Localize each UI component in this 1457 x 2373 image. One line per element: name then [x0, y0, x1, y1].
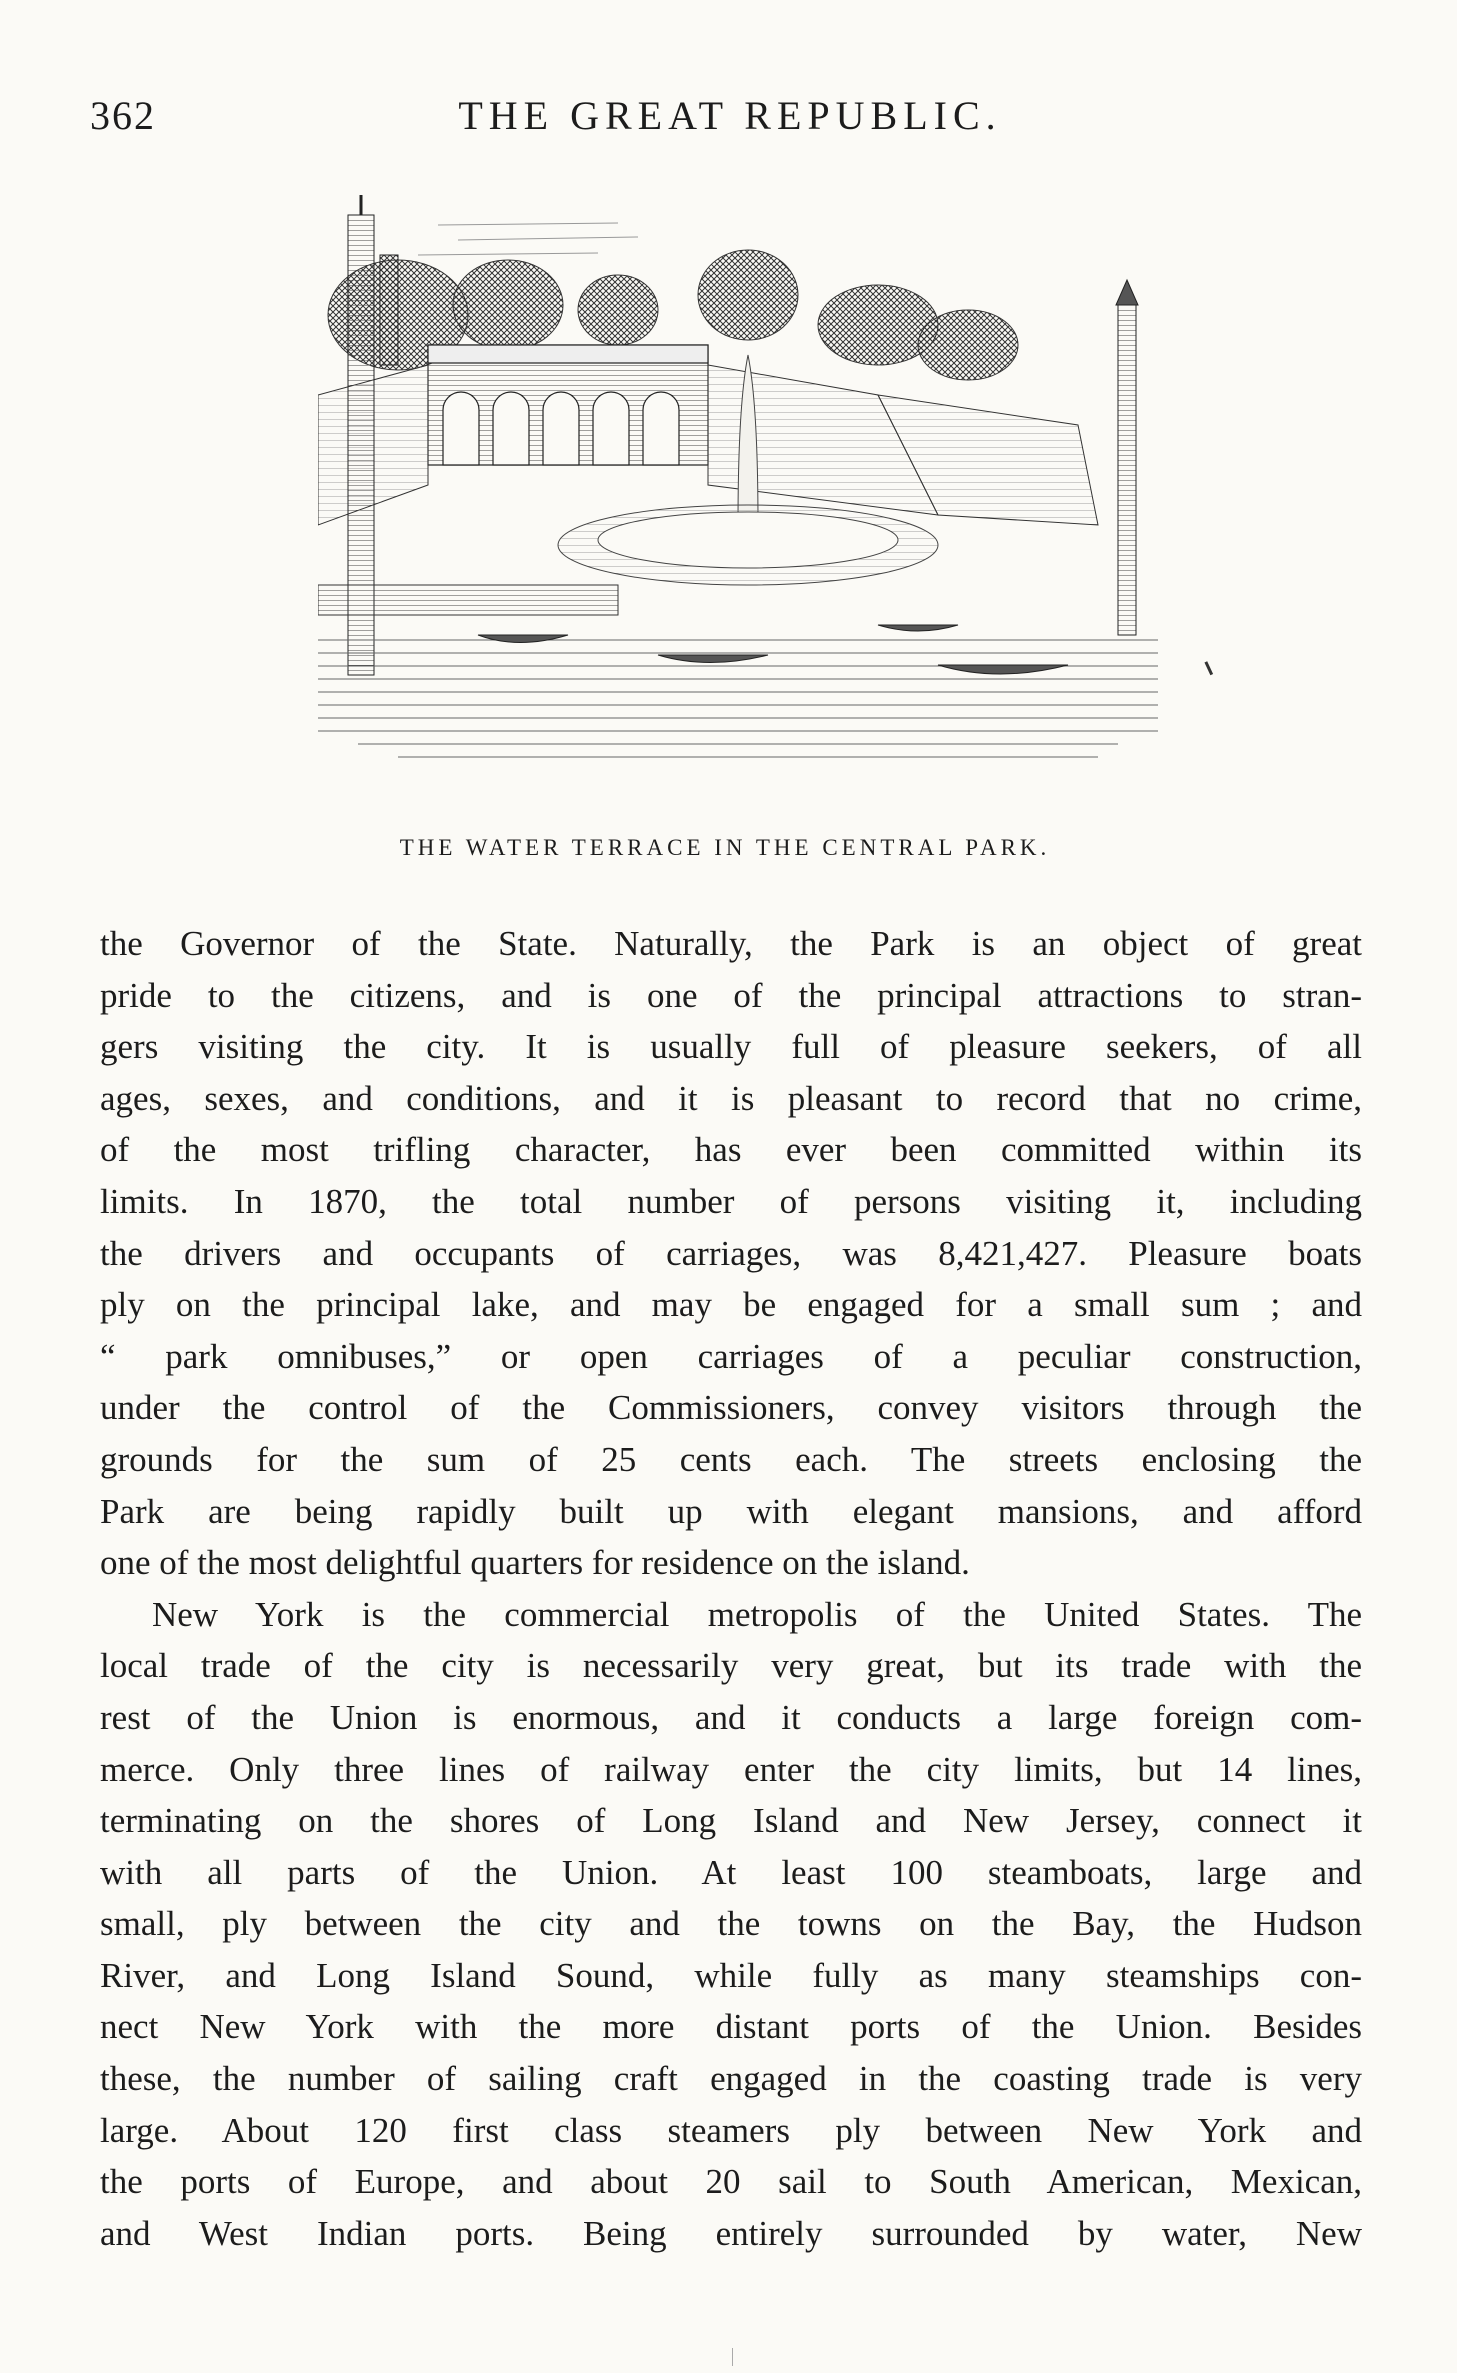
text-line: the drivers and occupants of carriages, was 8,421,427. Pleasure boats	[100, 1233, 1362, 1273]
figure-caption: THE WATER TERRACE IN THE CENTRAL PARK.	[399, 835, 1051, 860]
text-line: gers visiting the city. It is usually full of pleasure seekers, of all	[100, 1027, 1362, 1067]
stray-print-mark	[1204, 659, 1218, 675]
text-line: small, ply between the city and the towns on the Bay, the Hudson	[100, 1904, 1362, 1944]
paragraph-1	[100, 918, 1362, 1589]
paragraph-2	[100, 1589, 1362, 2260]
page-header	[90, 92, 1370, 152]
text-line: the Governor of the State. Naturally, the Park is an object of great	[100, 924, 1362, 963]
text-line: New York is the commercial metropolis of the United States. The	[152, 1594, 1362, 1634]
terrace-arcade	[428, 345, 708, 465]
sky	[418, 223, 638, 255]
text-line: under the control of the Commissioners, convey visitors through the	[100, 1388, 1362, 1428]
body-text	[100, 918, 1362, 2259]
text-line: limits. In 1870, the total number of persons visiting it, including	[100, 1181, 1362, 1221]
text-line: merce. Only three lines of railway enter the city limits, but 14 lines,	[100, 1749, 1362, 1789]
boats	[478, 625, 1068, 674]
text-line: of the most trifling character, has ever been committed within its	[100, 1130, 1362, 1170]
text-line: “ park omnibuses,” or open carriages of a peculiar construction,	[100, 1336, 1362, 1376]
text-line: one of the most delightful quarters for residence on the island.	[100, 1543, 970, 1583]
text-line: local trade of the city is necessarily very great, but its trade with the	[100, 1646, 1362, 1686]
text-line: nect New York with the more distant ports of the Union. Besides	[100, 2007, 1362, 2047]
text-line: pride to the citizens, and is one of the principal attractions to stran-	[100, 975, 1362, 1015]
running-title: THE GREAT REPUBLIC.	[458, 93, 1002, 138]
text-line: ages, sexes, and conditions, and it is pleasant to record that no crime,	[100, 1078, 1362, 1118]
water-terrace-engraving	[318, 195, 1158, 785]
text-line: rest of the Union is enormous, and it conducts a large foreign com-	[100, 1697, 1362, 1737]
text-line: and West Indian ports. Being entirely surrounded by water, New	[100, 2213, 1362, 2253]
text-line: terminating on the shores of Long Island and New Jersey, connect it	[100, 1801, 1362, 1841]
text-line: ply on the principal lake, and may be engaged for a small sum ; and	[100, 1285, 1362, 1325]
text-line: River, and Long Island Sound, while fully as many steamships con-	[100, 1955, 1362, 1995]
bottom-print-mark	[732, 2348, 733, 2366]
text-line: large. About 120 first class steamers ply between New York and	[100, 2110, 1362, 2150]
text-line: with all parts of the Union. At least 100 steamboats, large and	[100, 1852, 1362, 1892]
text-line: grounds for the sum of 25 cents each. The streets enclosing the	[100, 1439, 1362, 1479]
right-column	[1116, 280, 1138, 635]
balustrade	[318, 585, 618, 615]
text-line: Park are being rapidly built up with elegant mansions, and afford	[100, 1491, 1362, 1531]
text-line: the ports of Europe, and about 20 sail to South American, Mexican,	[100, 2162, 1362, 2202]
text-line: these, the number of sailing craft engaged in the coasting trade is very	[100, 2059, 1362, 2099]
page-number: 362	[90, 93, 156, 138]
